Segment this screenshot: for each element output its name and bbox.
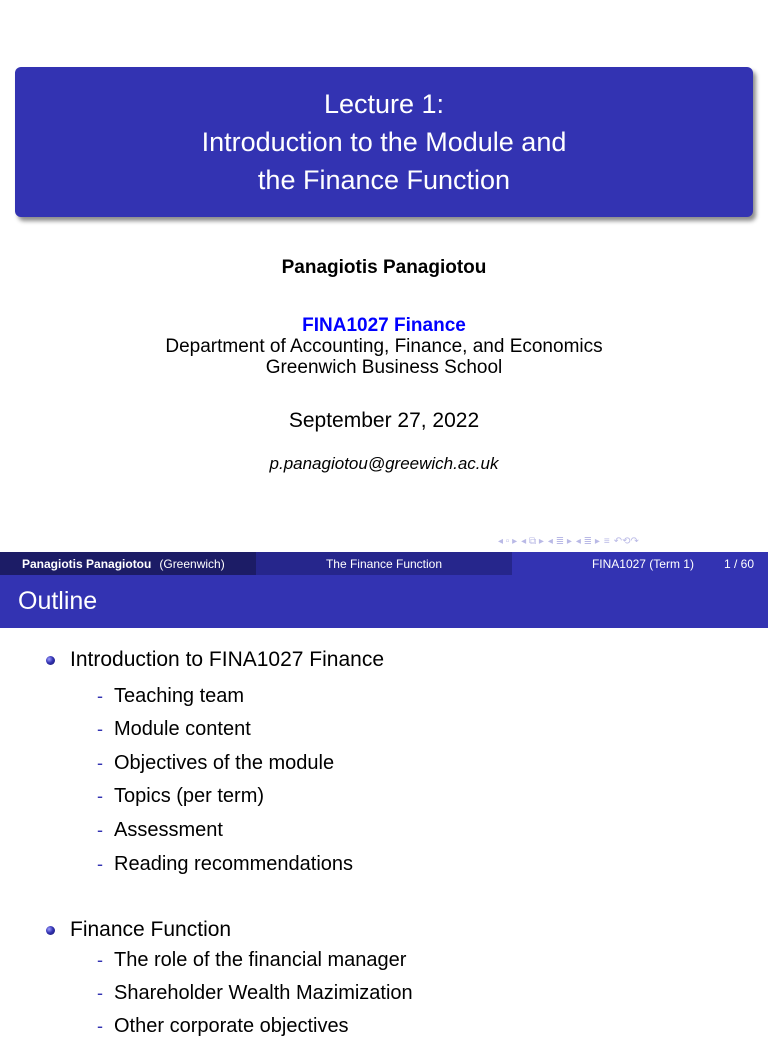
list-item	[97, 752, 334, 775]
footline-author-name: Panagiotis Panagiotou	[22, 556, 152, 571]
school: Greenwich Business School	[265, 357, 503, 378]
list-item-text: Shareholder Wealth Mazimization	[114, 982, 413, 1004]
list-item-text: Objectives of the module	[114, 752, 335, 774]
dash-icon: -	[97, 719, 103, 739]
list-item	[97, 982, 413, 1005]
list-item-text: Reading recommendations	[114, 853, 354, 875]
dash-icon: -	[97, 820, 103, 840]
dash-icon: -	[97, 753, 103, 773]
list-item	[97, 718, 251, 741]
list-item	[97, 685, 244, 708]
list-item-text: Assessment	[114, 819, 223, 841]
bullet-ball-icon	[46, 926, 55, 935]
section-label: Finance Function	[70, 918, 232, 941]
footline-institute: (Greenwich)	[159, 556, 225, 571]
dash-icon: -	[97, 854, 103, 874]
dash-icon: -	[97, 983, 103, 1003]
list-item-text: Other corporate objectives	[114, 1015, 349, 1037]
list-item	[97, 819, 223, 842]
outline-section-intro	[46, 648, 384, 672]
course-name: FINA1027 Finance	[302, 315, 466, 336]
list-item-text: Topics (per term)	[114, 785, 265, 807]
nav-frame-icon[interactable]: ◂ ⧉ ▸	[521, 536, 544, 547]
list-item	[97, 853, 353, 876]
outline-content	[0, 628, 768, 1037]
title-line-2: Introduction to the Module and	[201, 127, 567, 157]
page-number: 1 / 60	[723, 556, 754, 571]
footline-author	[0, 552, 256, 575]
list-item-text: Module content	[114, 718, 251, 740]
email: p.panagiotou@greewich.ac.uk	[269, 454, 499, 473]
title-line-3: the Finance Function	[257, 165, 511, 195]
nav-align-icon[interactable]: ≡	[603, 536, 610, 547]
author-name: Panagiotis Panagiotou	[281, 257, 487, 278]
nav-prev-frame-icon[interactable]: ◂ ▫ ▸	[498, 536, 518, 547]
title-block	[15, 67, 753, 217]
section-label: Introduction to FINA1027 Finance	[70, 648, 385, 671]
list-item	[97, 1015, 349, 1038]
list-item-text: The role of the financial manager	[114, 949, 407, 971]
dash-icon: -	[97, 686, 103, 706]
department: Department of Accounting, Finance, and Economics	[165, 336, 603, 357]
footline-title: The Finance Function	[256, 552, 512, 575]
frame-title: Outline	[0, 575, 768, 628]
dash-icon: -	[97, 950, 103, 970]
outline-section-finance	[46, 918, 231, 942]
beamer-navigation-bar	[498, 536, 768, 548]
bullet-ball-icon	[46, 656, 55, 665]
title-line-1: Lecture 1:	[323, 89, 445, 119]
nav-subsection-icon[interactable]: ◂ ≣ ▸	[547, 536, 572, 547]
dash-icon: -	[97, 1016, 103, 1036]
dash-icon: -	[97, 786, 103, 806]
list-item	[97, 785, 264, 808]
footline	[0, 552, 768, 575]
nav-section-icon[interactable]: ◂ ≣ ▸	[575, 536, 600, 547]
footline-info	[512, 552, 768, 575]
footline-course: FINA1027 (Term 1)	[591, 556, 694, 571]
date: September 27, 2022	[288, 409, 480, 432]
list-item	[97, 949, 406, 972]
nav-search-icon[interactable]: ↶⟲↷	[613, 536, 639, 547]
list-item-text: Teaching team	[114, 685, 245, 707]
